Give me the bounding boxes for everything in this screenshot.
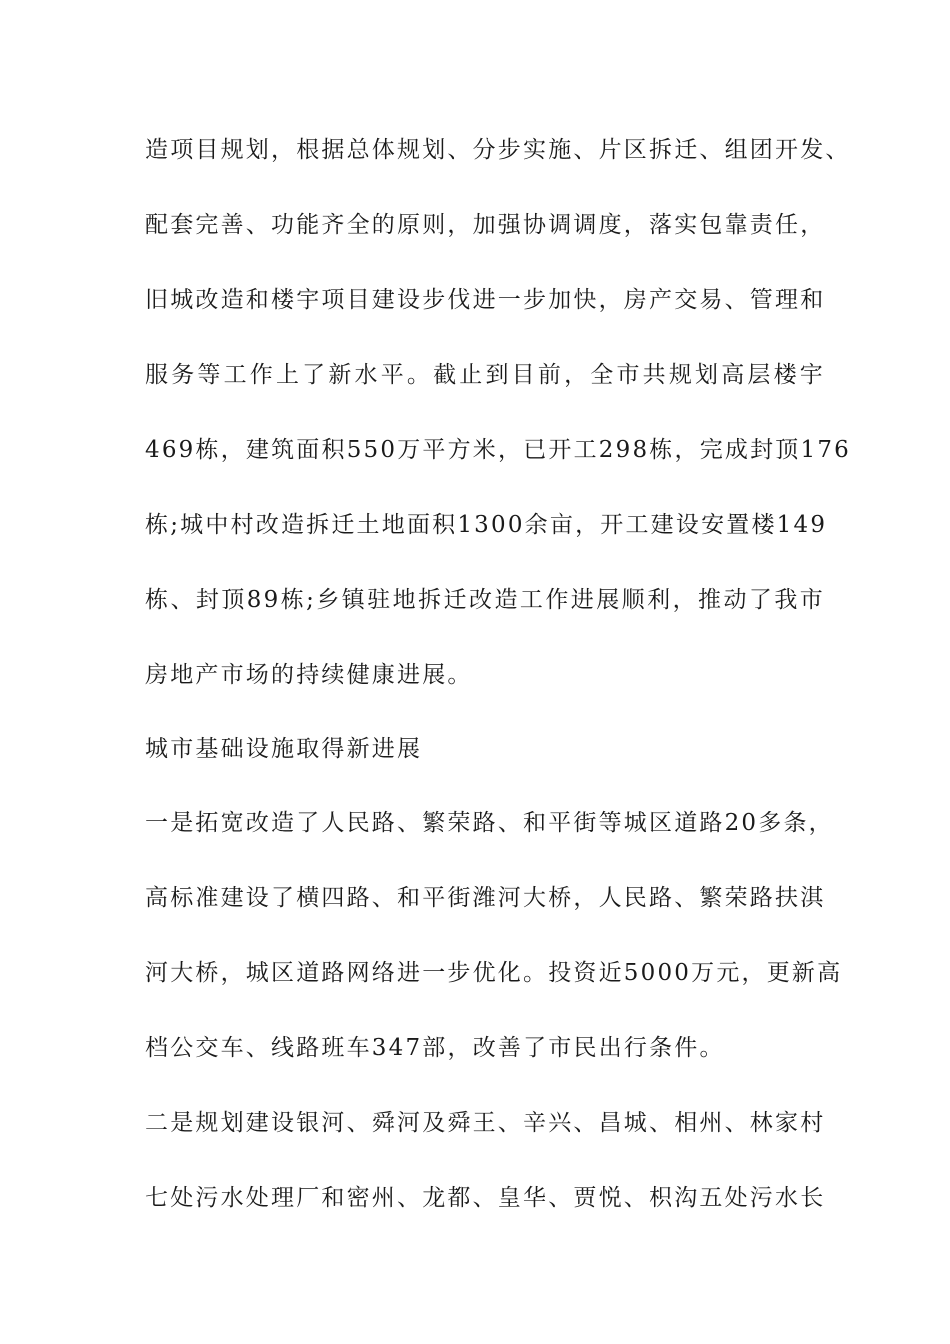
text-line: 栋;城中村改造拆迁土地面积1300余亩，开工建设安置楼149 <box>145 512 828 538</box>
text-line: 服务等工作上了新水平。截止到目前，全市共规划高层楼宇 <box>145 362 825 388</box>
text-line: 二是规划建设银河、舜河及舜王、辛兴、昌城、相州、林家村 <box>145 1110 826 1136</box>
text-line: 高标准建设了横四路、和平街潍河大桥，人民路、繁荣路扶淇 <box>145 885 826 911</box>
text-line: 栋、封顶89栋;乡镇驻地拆迁改造工作进展顺利，推动了我市 <box>145 587 825 613</box>
text-line: 河大桥，城区道路网络进一步优化。投资近5000万元，更新高 <box>145 960 843 986</box>
text-line: 配套完善、功能齐全的原则，加强协调调度，落实包靠责任， <box>145 212 826 238</box>
text-line: 一是拓宽改造了人民路、繁荣路、和平街等城区道路20多条， <box>145 810 834 836</box>
text-line: 七处污水处理厂和密州、龙都、皇华、贾悦、枳沟五处污水长 <box>145 1185 826 1211</box>
paragraph-last-line: 房地产市场的持续健康进展。 <box>145 662 473 688</box>
text-line: 造项目规划，根据总体规划、分步实施、片区拆迁、组团开发、 <box>145 137 851 163</box>
text-line: 469栋，建筑面积550万平方米，已开工298栋，完成封顶176 <box>145 437 851 463</box>
text-line: 旧城改造和楼宇项目建设步伐进一步加快，房产交易、管理和 <box>145 287 826 313</box>
paragraph-last-line: 档公交车、线路班车347部，改善了市民出行条件。 <box>145 1035 725 1061</box>
section-heading: 城市基础设施取得新进展 <box>145 736 423 762</box>
